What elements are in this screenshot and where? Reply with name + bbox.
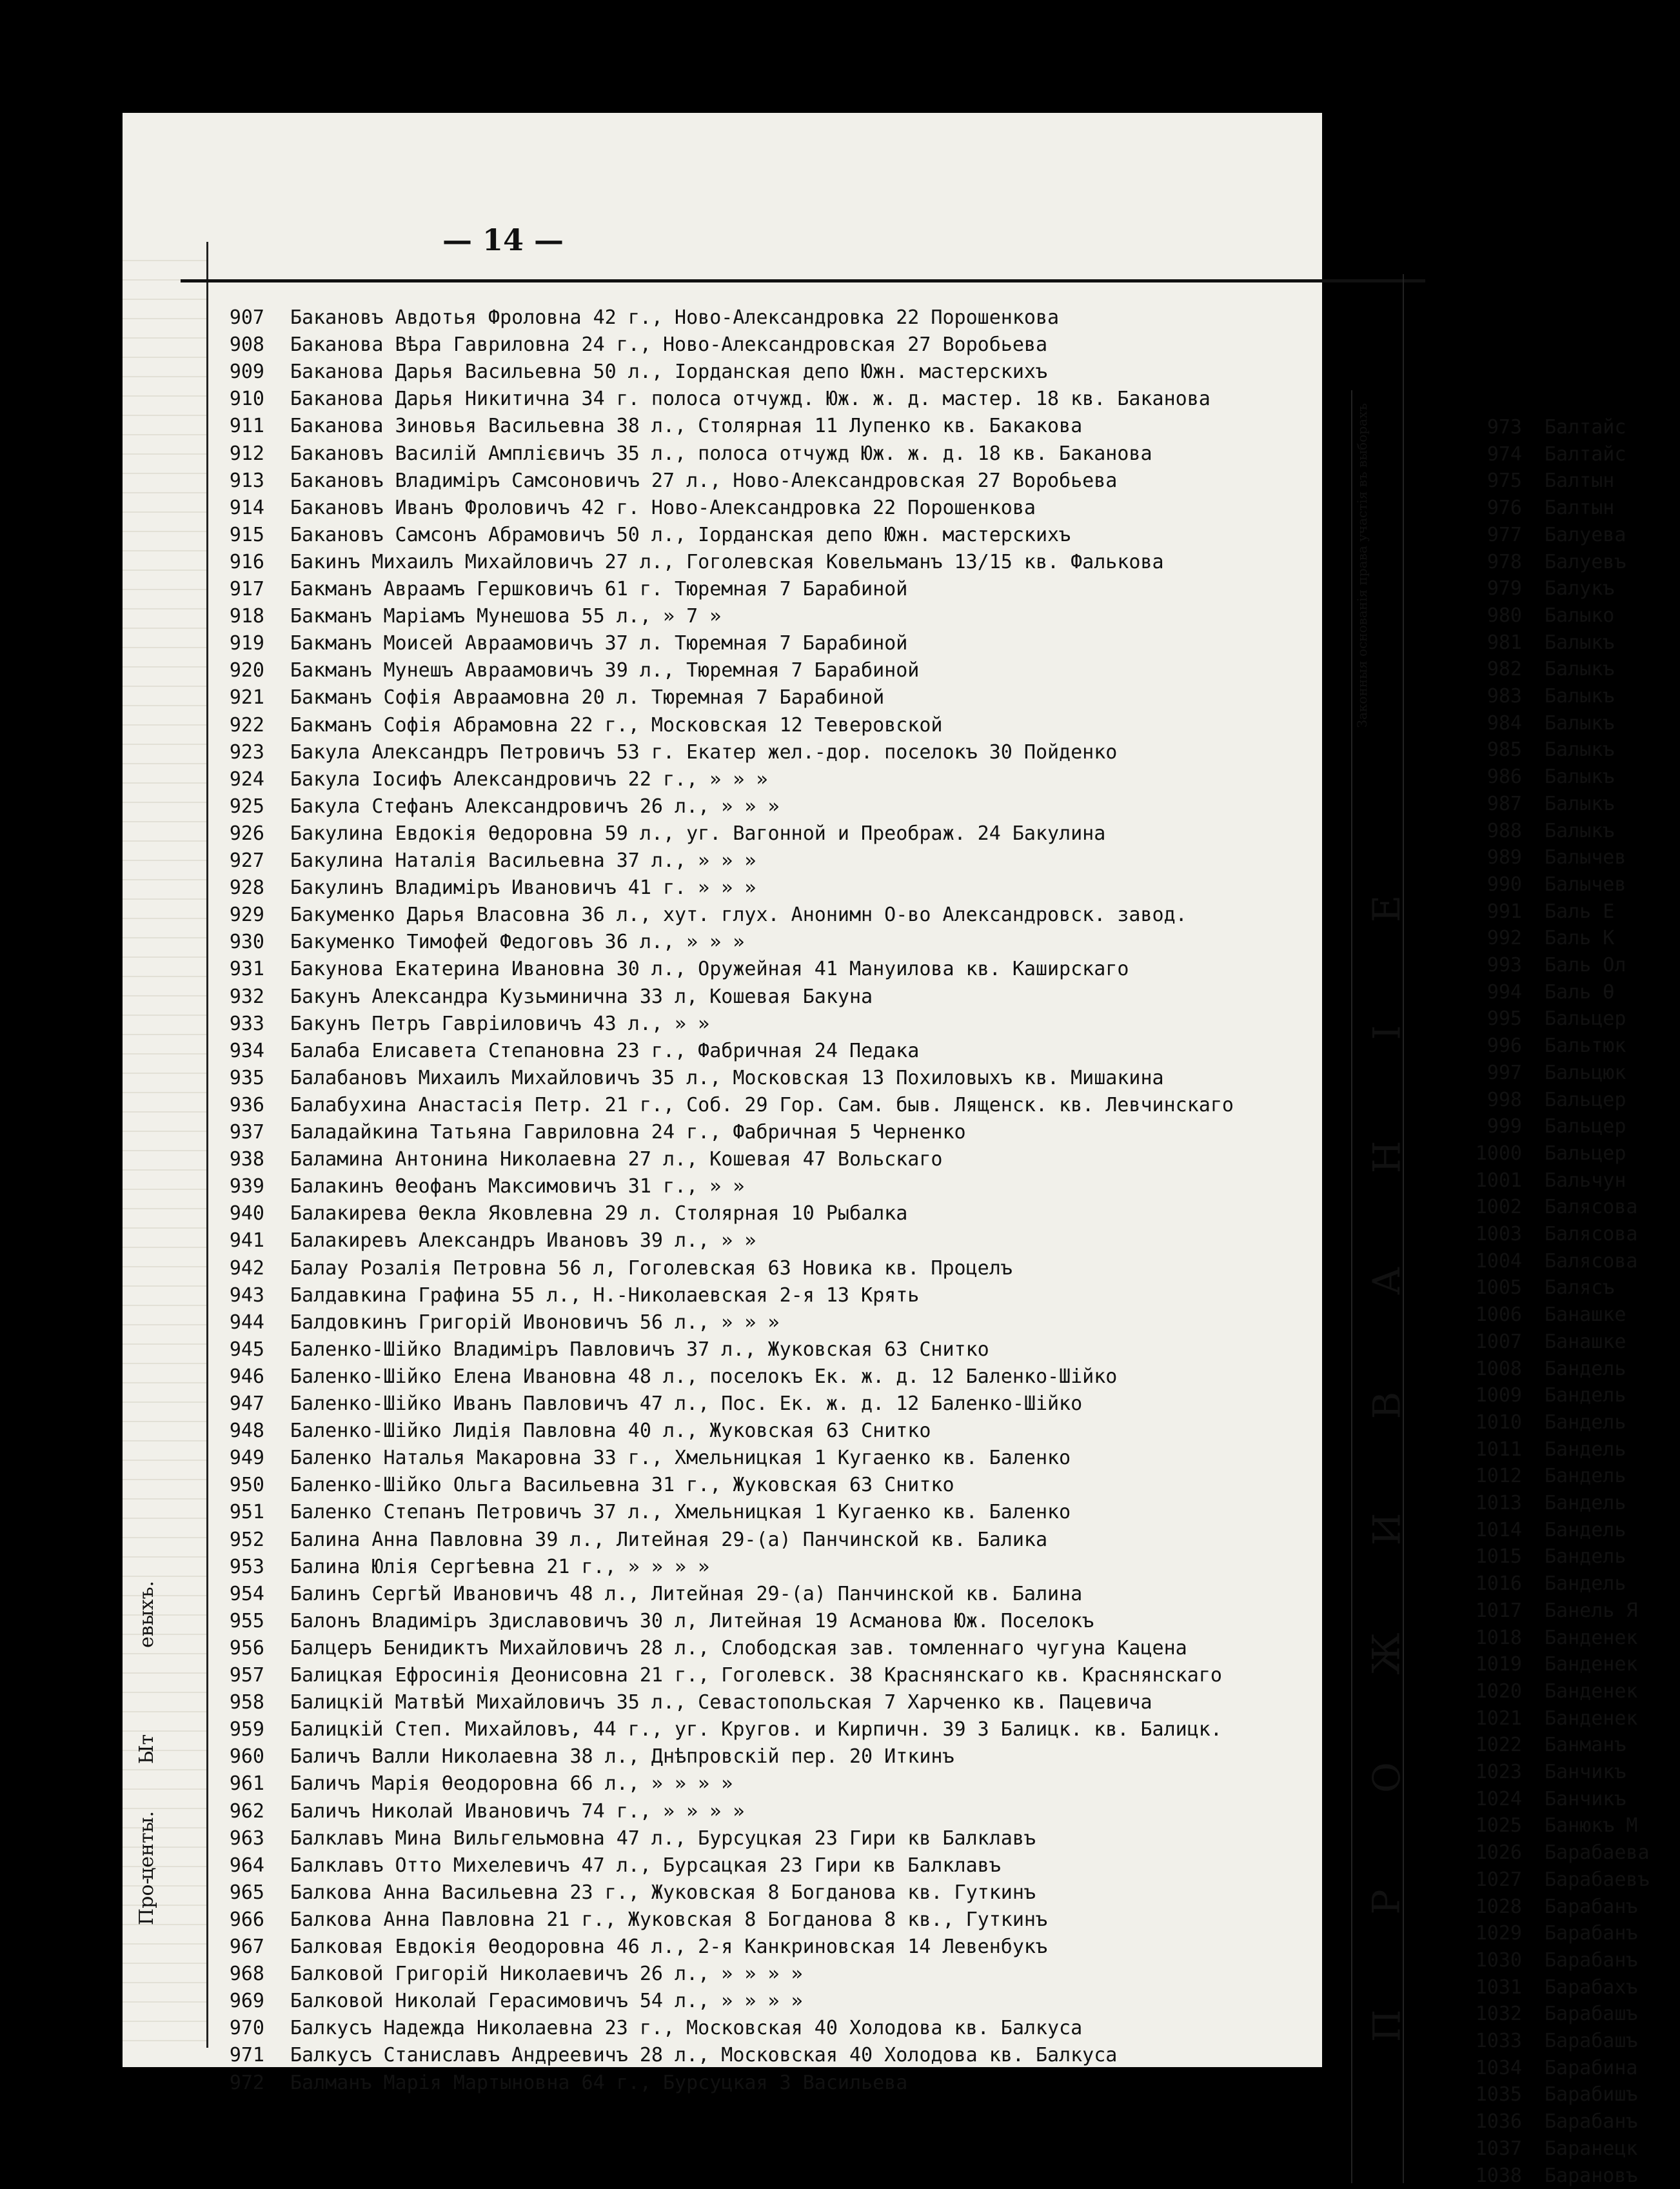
entry-text: Баканова Дарья Васильевна 50 л., Іорданская депо Южн. мастерскихъ	[290, 361, 1047, 384]
entry-number: 945	[229, 1338, 264, 1361]
entry-number: 929	[229, 904, 264, 927]
entry-text: Балкусъ Надежда Николаевна 23 г., Московская 40 Холодова кв. Балкуса	[290, 2017, 1083, 2040]
right-entry-text: Бандель	[1545, 1572, 1626, 1596]
right-entry-number: 987	[1487, 792, 1522, 815]
left-margin-label: евыхъ.	[135, 1580, 158, 1648]
right-entry-number: 975	[1487, 470, 1522, 493]
entry-text: Баканова Зиновья Васильевна 38 л., Столярная 11 Лупенко кв. Бакакова	[290, 415, 1083, 438]
right-entry-number: 1009	[1475, 1384, 1522, 1407]
right-entry-number: 1035	[1475, 2083, 1522, 2106]
heading-letter: О	[1365, 1762, 1408, 1793]
entry-text: Бакинъ Михаилъ Михайловичъ 27 л., Гоголевская Ковельманъ 13/15 кв. Фалькова	[290, 550, 1164, 573]
right-entry-number: 1000	[1475, 1142, 1522, 1165]
entry-number: 952	[229, 1528, 264, 1551]
entry-number: 967	[229, 1936, 264, 1958]
entry-number: 909	[229, 361, 264, 384]
entry-number: 921	[229, 686, 264, 709]
entry-text: Балманъ Марія Мартыновна 64 г., Бурсуцкая 3 Васильева	[290, 2071, 908, 2094]
right-entry-text: Бандель	[1545, 1545, 1626, 1569]
right-entry-text: Бальцер	[1545, 1088, 1626, 1111]
entry-text: Бакуменко Тимофей Федоговъ 36 л., » » »	[290, 931, 745, 954]
heading-letter: В	[1365, 1391, 1408, 1420]
entry-text: Балклавъ Мина Вильгельмовна 47 л., Бурсуцкая 23 Гири кв Балклавъ	[290, 1827, 1036, 1850]
right-entry-number: 983	[1487, 685, 1522, 708]
right-entry-text: Барабишъ	[1545, 2083, 1638, 2106]
entry-number: 956	[229, 1636, 264, 1659]
right-entry-text: Барабанъ	[1545, 2110, 1638, 2134]
right-entry-number: 1001	[1475, 1169, 1522, 1192]
entry-text: Бакунъ Петръ Гавріиловичъ 43 л., » »	[290, 1012, 710, 1035]
entry-text: Балклавъ Отто Михелевичъ 47 л., Бурсацкая 23 Гири кв Балклавъ	[290, 1854, 1001, 1877]
right-entry-text: Балыкъ	[1545, 792, 1615, 815]
entry-number: 936	[229, 1093, 264, 1116]
right-entry-number: 979	[1487, 577, 1522, 600]
entry-number: 949	[229, 1447, 264, 1470]
right-entry-number: 995	[1487, 1007, 1522, 1031]
entry-number: 917	[229, 578, 264, 600]
right-entry-number: 1022	[1475, 1734, 1522, 1757]
entry-text: Баленко-Шійко Лидія Павловна 40 л., Жуковская 63 Снитко	[290, 1420, 931, 1443]
right-entry-number: 981	[1487, 631, 1522, 654]
entry-text: Балковой Николай Герасимовичъ 54 л., » » » »	[290, 1990, 803, 2013]
header-rule	[181, 279, 1425, 282]
right-entry-text: Балыкъ	[1545, 711, 1615, 735]
right-entry-text: Барабашъ	[1545, 2003, 1638, 2026]
right-entry-text: Балясъ	[1545, 1276, 1615, 1300]
entry-text: Баленко-Шійко Владиміръ Павловичъ 37 л., Жуковская 63 Снитко	[290, 1338, 989, 1361]
entry-text: Баленко Степанъ Петровичъ 37 л., Хмельницкая 1 Кугаенко кв. Баленко	[290, 1501, 1071, 1524]
right-entry-number: 1011	[1475, 1438, 1522, 1461]
right-entry-number: 1013	[1475, 1492, 1522, 1514]
entry-text: Балкова Анна Васильевна 23 г., Жуковская 8 Богданова кв. Гуткинъ	[290, 1881, 1036, 1904]
entry-number: 962	[229, 1799, 264, 1823]
entry-number: 915	[229, 523, 264, 546]
entry-number: 914	[229, 496, 264, 519]
right-entry-number: 985	[1487, 738, 1522, 762]
entry-text: Бакулина Наталія Васильевна 37 л., » » »	[290, 849, 756, 872]
right-entry-number: 994	[1487, 980, 1522, 1004]
entry-number: 944	[229, 1311, 264, 1334]
left-margin-strip	[123, 242, 208, 2048]
right-entry-text: Балтайс	[1545, 442, 1626, 466]
entry-text: Бакановъ Иванъ Фроловичъ 42 г. Ново-Александровка 22 Порошенкова	[290, 496, 1036, 519]
right-entry-number: 1036	[1475, 2110, 1522, 2134]
entry-number: 941	[229, 1229, 264, 1253]
entry-number: 935	[229, 1066, 264, 1089]
right-entry-text: Банденек	[1545, 1707, 1638, 1730]
right-entry-text: Банманъ	[1545, 1734, 1626, 1757]
right-entry-number: 980	[1487, 604, 1522, 627]
entry-text: Балковой Григорій Николаевичъ 26 л., » » » »	[290, 1963, 803, 1986]
right-entry-text: Банюкъ М	[1545, 1814, 1638, 1837]
right-entry-text: Баль Е	[1545, 900, 1615, 923]
left-margin-label: Ыт	[135, 1734, 158, 1764]
entry-number: 927	[229, 849, 264, 872]
entry-text: Бакунъ Александра Кузьминична 33 л, Кошевая Бакуна	[290, 985, 873, 1008]
right-entry-number: 998	[1487, 1088, 1522, 1111]
entry-number: 918	[229, 605, 264, 628]
entry-number: 946	[229, 1365, 264, 1388]
right-entry-text: Бальцер	[1545, 1142, 1626, 1165]
right-entry-number: 1014	[1475, 1518, 1522, 1541]
right-entry-number: 1021	[1475, 1707, 1522, 1730]
right-entry-text: Балтын	[1545, 497, 1615, 520]
right-entry-text: Бандель	[1545, 1438, 1626, 1461]
right-entry-number: 1033	[1475, 2030, 1522, 2052]
entry-number: 939	[229, 1175, 264, 1198]
right-entry-text: Бандель	[1545, 1411, 1626, 1434]
right-entry-number: 1015	[1475, 1545, 1522, 1569]
entry-number: 971	[229, 2044, 264, 2067]
right-entry-text: Бальчун	[1545, 1169, 1626, 1192]
entry-number: 920	[229, 659, 264, 682]
entry-text: Бакунова Екатерина Ивановна 30 л., Оружейная 41 Мануилова кв. Каширскаго	[290, 958, 1129, 981]
right-entry-number: 991	[1487, 900, 1522, 923]
right-entry-number: 993	[1487, 954, 1522, 976]
entry-text: Баленко-Шійко Иванъ Павловичъ 47 л., Пос. Ек. ж. д. 12 Баленко-Шійко	[290, 1392, 1083, 1415]
right-entry-text: Бандель	[1545, 1492, 1626, 1514]
right-entry-text: Банденек	[1545, 1679, 1638, 1703]
entry-text: Бакманъ Софія Авраамовна 20 л. Тюремная 7 Барабиной	[290, 686, 885, 709]
entry-text: Бакманъ Маріамъ Мунешова 55 л., » 7 »	[290, 605, 722, 628]
right-entry-text: Балясова	[1545, 1196, 1638, 1219]
entry-text: Балакирева Өекла Яковлевна 29 л. Столярная 10 Рыбалка	[290, 1202, 908, 1225]
entry-number: 907	[229, 306, 264, 329]
right-entry-text: Баранецк	[1545, 2137, 1638, 2160]
entry-number: 942	[229, 1256, 264, 1280]
entry-number: 931	[229, 958, 264, 981]
right-entry-number: 1004	[1475, 1249, 1522, 1273]
entry-text: Балицкій Степ. Михайловъ, 44 г., уг. Кругов. и Кирпичн. 39 3 Балицк. кв. Балицк.	[290, 1718, 1222, 1741]
entry-number: 932	[229, 985, 264, 1008]
entry-number: 948	[229, 1420, 264, 1443]
entry-number: 916	[229, 550, 264, 573]
right-entry-text: Бандель	[1545, 1518, 1626, 1541]
entry-number: 958	[229, 1691, 264, 1714]
right-entry-number: 982	[1487, 658, 1522, 681]
entry-text: Балина Анна Павловна 39 л., Литейная 29-(а) Панчинской кв. Балика	[290, 1528, 1047, 1551]
right-entry-text: Барабашъ	[1545, 2030, 1638, 2052]
right-entry-text: Бандель	[1545, 1384, 1626, 1407]
right-entry-number: 977	[1487, 523, 1522, 546]
entry-text: Бакановъ Самсонъ Абрамовичъ 50 л., Іорданская депо Южн. мастерскихъ	[290, 523, 1071, 546]
right-entry-text: Барановъ	[1545, 2164, 1638, 2187]
right-entry-text: Балыкъ	[1545, 631, 1615, 654]
entry-number: 912	[229, 442, 264, 465]
right-entry-text: Баль Ол	[1545, 954, 1626, 976]
right-entry-number: 1037	[1475, 2137, 1522, 2160]
entry-text: Балицкая Ефросинія Деонисовна 21 г., Гоголевск. 38 Краснянскаго кв. Краснянскаго	[290, 1664, 1222, 1687]
entry-number: 919	[229, 632, 264, 655]
right-entry-text: Балычев	[1545, 873, 1626, 896]
right-entry-number: 1027	[1475, 1868, 1522, 1891]
right-entry-number: 986	[1487, 766, 1522, 789]
right-entry-text: Барабанъ	[1545, 1922, 1638, 1945]
entry-text: Балицкій Матвѣй Михайловичъ 35 л., Севастопольская 7 Харченко кв. Пацевича	[290, 1691, 1152, 1714]
entry-number: 934	[229, 1039, 264, 1062]
entry-number: 925	[229, 795, 264, 818]
right-entry-number: 1002	[1475, 1196, 1522, 1219]
heading-letter: Р	[1365, 1888, 1408, 1915]
right-entry-text: Баль К	[1545, 927, 1615, 950]
right-entry-text: Барабаева	[1545, 1841, 1650, 1865]
right-entry-text: Бандель	[1545, 1357, 1626, 1380]
entry-text: Баламина Антонина Николаевна 27 л., Кошевая 47 Вольскаго	[290, 1148, 943, 1171]
entry-number: 963	[229, 1827, 264, 1850]
right-entry-number: 996	[1487, 1035, 1522, 1058]
entry-number: 972	[229, 2071, 264, 2094]
right-entry-text: Бальцюк	[1545, 1061, 1626, 1084]
entry-text: Балкусъ Станиславъ Андреевичъ 28 л., Московская 40 Холодова кв. Балкуса	[290, 2044, 1118, 2067]
heading-letter: А	[1365, 1267, 1408, 1296]
right-entry-text: Бальтюк	[1545, 1035, 1626, 1058]
entry-number: 950	[229, 1474, 264, 1497]
entry-number: 913	[229, 469, 264, 492]
vertical-heading	[1358, 887, 1416, 2048]
right-entry-text: Балыко	[1545, 604, 1615, 627]
right-entry-text: Балыкъ	[1545, 685, 1615, 708]
document-page	[123, 113, 1650, 2187]
right-entry-text: Барабанъ	[1545, 1895, 1638, 1918]
right-entry-number: 1008	[1475, 1357, 1522, 1380]
entry-number: 922	[229, 713, 264, 737]
entry-number: 969	[229, 1990, 264, 2013]
entry-number: 911	[229, 415, 264, 438]
right-entry-text: Балясова	[1545, 1249, 1638, 1273]
right-entry-text: Барабина	[1545, 2056, 1638, 2079]
left-margin-label: Про-	[135, 1877, 158, 1925]
entry-number: 937	[229, 1121, 264, 1144]
right-entry-text: Банашке	[1545, 1303, 1626, 1327]
right-entry-text: Баль Ѳ	[1545, 980, 1615, 1004]
right-entry-number: 1019	[1475, 1653, 1522, 1676]
entry-text: Балакинъ Өеофанъ Максимовичъ 31 г., » »	[290, 1175, 745, 1198]
entry-text: Балабановъ Михаилъ Михайловичъ 35 л., Московская 13 Похиловыхъ кв. Мишакина	[290, 1066, 1164, 1089]
entry-text: Бакула Стефанъ Александровичъ 26 л., » » »	[290, 795, 780, 818]
entry-number: 923	[229, 740, 264, 764]
heading-letter: Ж	[1364, 1632, 1408, 1675]
entry-number: 933	[229, 1012, 264, 1035]
entry-number: 928	[229, 877, 264, 900]
right-entry-text: Банчикъ	[1545, 1787, 1626, 1810]
entry-text: Бакманъ Софія Абрамовна 22 г., Московская 12 Теверовской	[290, 713, 943, 737]
right-entry-number: 973	[1487, 416, 1522, 439]
right-entry-number: 978	[1487, 550, 1522, 573]
right-entry-text: Бальцер	[1545, 1007, 1626, 1031]
entry-text: Бакула Александръ Петровичъ 53 г. Екатер жел.-дор. поселокъ 30 Пойденко	[290, 740, 1118, 764]
right-entry-text: Бандель	[1545, 1465, 1626, 1488]
entry-number: 953	[229, 1555, 264, 1578]
column-divider	[1351, 390, 1352, 2183]
entry-text: Бакула Іосифъ Александровичъ 22 г., » » »	[290, 768, 768, 791]
right-entry-number: 1025	[1475, 1814, 1522, 1837]
right-entry-number: 989	[1487, 846, 1522, 869]
right-entry-number: 1024	[1475, 1787, 1522, 1810]
entry-number: 947	[229, 1392, 264, 1415]
right-entry-text: Балукъ	[1545, 577, 1615, 600]
heading-letter: Н	[1365, 1140, 1408, 1174]
heading-letter: И	[1365, 1512, 1408, 1546]
entry-text: Балковая Евдокія Өеодоровна 46 л., 2-я Канкриновская 14 Левенбукъ	[290, 1936, 1047, 1958]
entry-number: 955	[229, 1609, 264, 1632]
right-entry-number: 988	[1487, 819, 1522, 842]
right-entry-number: 1020	[1475, 1679, 1522, 1703]
right-entry-text: Балыкъ	[1545, 658, 1615, 681]
right-entry-text: Балуевъ	[1545, 550, 1626, 573]
entry-number: 926	[229, 822, 264, 845]
entry-text: Бакановъ Владиміръ Самсоновичъ 27 л., Ново-Александровская 27 Воробьева	[290, 469, 1118, 492]
entry-number: 940	[229, 1202, 264, 1225]
entry-number: 938	[229, 1148, 264, 1171]
right-entry-text: Банденек	[1545, 1653, 1638, 1676]
right-entry-number: 1032	[1475, 2003, 1522, 2026]
entry-number: 943	[229, 1283, 264, 1307]
entry-text: Балабухина Анастасія Петр. 21 г., Соб. 29 Гор. Сам. быв. Лященск. кв. Левчинскаго	[290, 1093, 1234, 1116]
right-entry-text: Барабаевъ	[1545, 1868, 1650, 1891]
entry-number: 924	[229, 768, 264, 791]
right-entry-number: 1005	[1475, 1276, 1522, 1300]
right-entry-text: Банель Я	[1545, 1599, 1638, 1622]
entry-number: 964	[229, 1854, 264, 1877]
entry-number: 966	[229, 1908, 264, 1931]
entry-text: Бакановъ Авдотья Фроловна 42 г., Ново-Александровка 22 Порошенкова	[290, 306, 1060, 329]
entry-number: 970	[229, 2017, 264, 2040]
heading-letter: П	[1365, 2009, 1408, 2043]
right-entry-number: 1006	[1475, 1303, 1522, 1327]
right-entry-text: Балыкъ	[1545, 819, 1615, 842]
right-entry-number: 1003	[1475, 1223, 1522, 1245]
entry-number: 930	[229, 931, 264, 954]
right-entry-text: Балтайс	[1545, 416, 1626, 439]
right-entry-text: Барабанъ	[1545, 1948, 1638, 1972]
entry-text: Балинъ Сергѣй Ивановичъ 48 л., Литейная 29-(а) Панчинской кв. Балина	[290, 1582, 1083, 1605]
entry-number: 951	[229, 1501, 264, 1524]
right-entry-text: Балуева	[1545, 523, 1626, 546]
right-entry-number: 1016	[1475, 1572, 1522, 1596]
entry-text: Баканова Вѣра Гавриловна 24 г., Ново-Александровская 27 Воробьева	[290, 333, 1047, 357]
entry-text: Балау Розалія Петровна 56 л, Гоголевская 63 Новика кв. Процелъ	[290, 1256, 1013, 1280]
right-entry-number: 1034	[1475, 2056, 1522, 2079]
right-entry-number: 990	[1487, 873, 1522, 896]
right-entry-number: 1026	[1475, 1841, 1522, 1865]
entry-text: Балаба Елисавета Степановна 23 г., Фабричная 24 Педака	[290, 1039, 920, 1062]
entry-number: 954	[229, 1582, 264, 1605]
right-entry-number: 997	[1487, 1061, 1522, 1084]
entry-number: 959	[229, 1718, 264, 1741]
right-entry-number: 1028	[1475, 1895, 1522, 1918]
right-entry-number: 976	[1487, 497, 1522, 520]
entry-text: Бакулинъ Владиміръ Ивановичъ 41 г. » » »	[290, 877, 756, 900]
entry-text: Балонъ Владиміръ Здиславовичъ 30 л, Литейная 19 Асманова Юж. Поселокъ	[290, 1609, 1094, 1632]
right-entry-number: 1038	[1475, 2164, 1522, 2187]
entry-number: 910	[229, 388, 264, 411]
right-entry-text: Бальцер	[1545, 1115, 1626, 1138]
entry-text: Баленко-Шійко Елена Ивановна 48 л., поселокъ Ек. ж. д. 12 Баленко-Шійко	[290, 1365, 1118, 1388]
right-entry-number: 1031	[1475, 1976, 1522, 1999]
right-entry-text: Банденек	[1545, 1626, 1638, 1649]
entry-number: 961	[229, 1772, 264, 1796]
entry-text: Бакманъ Моисей Авраамовичъ 37 л. Тюремная 7 Барабиной	[290, 632, 908, 655]
right-entry-text: Балтын	[1545, 470, 1615, 493]
right-entry-text: Балясова	[1545, 1223, 1638, 1245]
right-entry-number: 984	[1487, 711, 1522, 735]
entry-text: Балакиревъ Александръ Ивановъ 39 л., » »	[290, 1229, 756, 1253]
right-entry-text: Банашке	[1545, 1330, 1626, 1353]
right-entry-number: 974	[1487, 442, 1522, 466]
right-entry-number: 1029	[1475, 1922, 1522, 1945]
right-entry-number: 1023	[1475, 1761, 1522, 1783]
entry-text: Бакуменко Дарья Власовна 36 л., хут. глух. Анонимн О-во Александровск. завод.	[290, 904, 1187, 927]
entry-text: Баличъ Николай Ивановичъ 74 г., » » » »	[290, 1799, 745, 1823]
entry-number: 957	[229, 1664, 264, 1687]
right-entry-number: 1007	[1475, 1330, 1522, 1353]
entry-text: Балдавкина Графина 55 л., Н.-Николаевская 2-я 13 Крять	[290, 1283, 920, 1307]
right-entry-text: Балыкъ	[1545, 766, 1615, 789]
entry-number: 908	[229, 333, 264, 357]
entry-text: Балдовкинъ Григорій Ивоновичъ 56 л., » » »	[290, 1311, 780, 1334]
right-entry-number: 1018	[1475, 1626, 1522, 1649]
entry-text: Баличъ Валли Николаевна 38 л., Днѣпровскій пер. 20 Иткинъ	[290, 1745, 954, 1768]
right-entry-number: 1030	[1475, 1948, 1522, 1972]
right-entry-text: Балыкъ	[1545, 738, 1615, 762]
right-entry-number: 999	[1487, 1115, 1522, 1138]
entry-number: 965	[229, 1881, 264, 1904]
entry-text: Баленко-Шійко Ольга Васильевна 31 г., Жуковская 63 Снитко	[290, 1474, 954, 1497]
entry-text: Балкова Анна Павловна 21 г., Жуковская 8 Богданова 8 кв., Гуткинъ	[290, 1908, 1047, 1931]
entry-text: Балцеръ Бенидиктъ Михайловичъ 28 л., Слободская зав. томленнаго чугуна Кацена	[290, 1636, 1187, 1659]
entry-number: 960	[229, 1745, 264, 1768]
right-entry-number: 1017	[1475, 1599, 1522, 1622]
entry-text: Балина Юлія Сергѣевна 21 г., » » » »	[290, 1555, 710, 1578]
entry-text: Баладайкина Татьяна Гавриловна 24 г., Фабричная 5 Черненко	[290, 1121, 966, 1144]
entry-text: Бакулина Евдокія Өедоровна 59 л., уг. Вагонной и Преображ. 24 Бакулина	[290, 822, 1106, 845]
left-margin-label: центы.	[135, 1810, 158, 1880]
entry-text: Баканова Дарья Никитична 34 г. полоса отчужд. Юж. ж. д. мастер. 18 кв. Бакановa	[290, 388, 1211, 411]
entry-text: Баличъ Марія Өеодоровна 66 л., » » » »	[290, 1772, 733, 1796]
heading-letter: Е	[1365, 895, 1408, 923]
right-entry-number: 1012	[1475, 1465, 1522, 1488]
heading-letter: І	[1364, 1025, 1408, 1040]
entry-text: Бакановъ Василій Амплієвичъ 35 л., полоса отчужд Юж. ж. д. 18 кв. Бакановa	[290, 442, 1152, 465]
right-entry-number: 992	[1487, 927, 1522, 950]
entry-number: 968	[229, 1963, 264, 1986]
right-entry-text: Балычев	[1545, 846, 1626, 869]
page-number: — 14 —	[442, 223, 564, 257]
entry-text: Баленко Наталья Макаровна 33 г., Хмельницкая 1 Кугаенко кв. Баленко	[290, 1447, 1071, 1470]
right-entry-text: Банчикъ	[1545, 1761, 1626, 1783]
right-entry-number: 1010	[1475, 1411, 1522, 1434]
entry-text: Бакманъ Авраамъ Гершковичъ 61 г. Тюремная 7 Барабиной	[290, 578, 908, 600]
right-entry-text: Барабахъ	[1545, 1976, 1638, 1999]
entry-text: Бакманъ Мунешъ Авраамовичъ 39 л., Тюремная 7 Барабиной	[290, 659, 920, 682]
vertical-note: Законныя основанія права участія въ выборахъ	[1354, 403, 1370, 728]
